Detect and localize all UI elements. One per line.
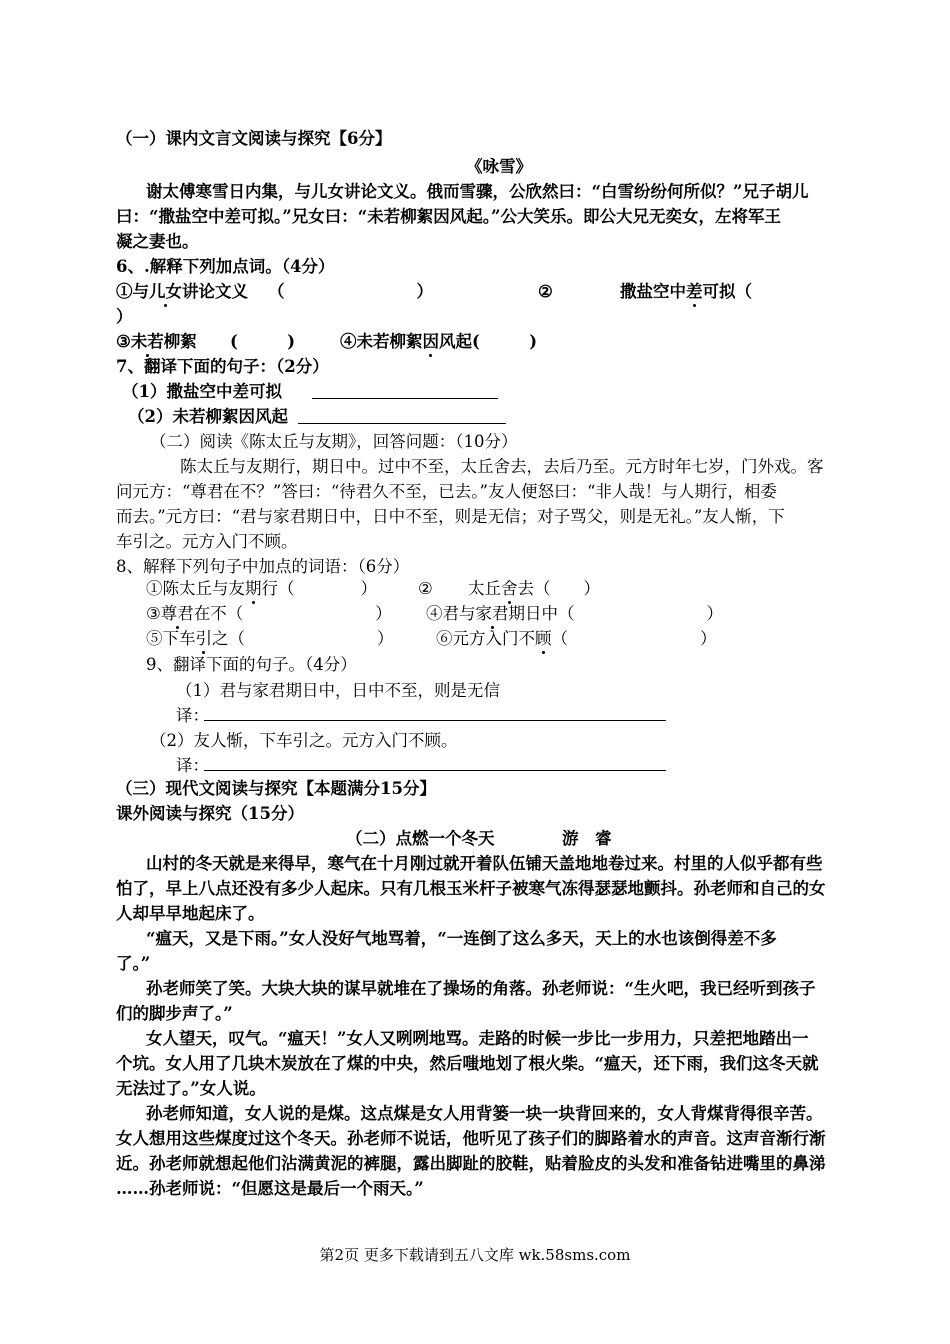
text: 行（ ）	[261, 579, 377, 598]
text: 太丘	[468, 579, 501, 598]
question-8-item-6	[436, 628, 717, 650]
answer-line[interactable]	[204, 704, 666, 721]
question-8-item-4	[426, 603, 723, 625]
question-6-item-2-num: ②	[538, 282, 553, 301]
section-heading: （二）阅读《陈太丘与友期》，回答问题：（10分）	[150, 432, 518, 451]
text: 之（ ）	[212, 629, 394, 648]
passage-line: 而去。”元方曰：“君与家君期日中，日中不至，则是无信；对子骂父，则是无礼。”友人惭，下	[116, 507, 785, 526]
text: 在不（ ）	[193, 604, 392, 623]
answer-paren: ( )	[472, 332, 538, 351]
passage-line: 陈太丘与友期行，期日中。过中不至，太丘舍去，去后乃至。元方时年七岁，门外戏。客	[180, 457, 824, 476]
dotted-word: 未若	[130, 332, 164, 351]
story-author: 游 睿	[562, 829, 612, 848]
question-9-item-2: （2）友人惭，下车引之。元方入门不顾。	[150, 731, 458, 750]
text: ①与	[116, 282, 149, 301]
question-6-item-3	[116, 331, 197, 353]
text: ①陈太丘与友	[146, 579, 245, 598]
story-line: 人却早早地起床了。	[116, 904, 265, 923]
dotted-word: 家君	[475, 604, 509, 623]
story-line: 了。”	[116, 954, 151, 973]
story-line: 个坑。女人用了几块木炭放在了煤的中央，然后嗤地划了根火柴。“瘟天，还下雨，我们这冬天就	[116, 1054, 819, 1073]
question-8-item-1	[146, 578, 377, 600]
story-line: 怕了，早上八点还没有多少人起床。只有几根玉米杆子被寒气冻得瑟瑟地颤抖。孙老师和自己的女	[116, 879, 826, 898]
dotted-word: 因	[422, 332, 439, 351]
story-line: 女人望天，叹气。“瘟天！”女人又咧咧地骂。走路的时候一步比一步用力，只差把地踏出一	[146, 1029, 809, 1048]
text: ③	[146, 604, 161, 623]
answer-paren-close: ）	[116, 307, 133, 326]
dotted-word: 儿女	[149, 282, 182, 301]
dotted-word: 引	[195, 629, 212, 648]
text: 期日中（ ）	[508, 604, 723, 623]
text: 可拟（	[702, 282, 752, 301]
text: （ ）	[551, 629, 717, 648]
text: ④未若柳絮	[340, 332, 423, 351]
text: 撒盐空中	[620, 282, 686, 301]
text: ④君与	[426, 604, 476, 623]
text: 讲论文义	[182, 282, 248, 301]
story-line: 女人想用这些煤度过这个冬天。孙老师不说话，他听见了孩子们的脚路着水的声音。这声音渐行渐	[116, 1129, 826, 1148]
text: 去（ ）	[517, 579, 600, 598]
section-heading: （一）课内文言文阅读与探究【6分】	[116, 129, 392, 148]
passage-line: 问元方：“尊君在不？”答曰：“待君久不至，已去。”友人便怒曰：“非人哉！与人期行，相委	[116, 482, 777, 501]
section-heading: （三）现代文阅读与探究【本题满分15分】	[116, 779, 436, 798]
story-line: 孙老师知道，女人说的是煤。这点煤是女人用背篓一块一块背回来的，女人背煤背得很辛苦。	[146, 1104, 823, 1123]
page-footer: 第2页 更多下载请到五八文库 wk.58sms.com	[319, 1246, 631, 1264]
passage-line: 谢太傅寒雪日内集，与儿女讲论文义。俄而雪骤，公欣然曰：“白雪纷纷何所似？”兄子胡儿	[146, 182, 809, 201]
text: ⑥元方入门不	[436, 629, 535, 648]
passage-line: 车引之。元方入门不顾。	[116, 532, 298, 551]
translate-label: 译：	[176, 756, 209, 775]
text: 风起	[439, 332, 472, 351]
poem-title: 《咏雪》	[466, 157, 532, 176]
question-8-item-3	[146, 603, 392, 625]
story-line: 们的脚步声了。”	[116, 1004, 233, 1023]
text: 柳絮	[163, 332, 197, 351]
story-line: “瘟天，又是下雨。”女人没好气地骂着，“一连倒了这么多天，天上的水也该倒得差不多	[146, 929, 777, 948]
question-8-item-2	[468, 578, 600, 600]
question-9-item-1: （1）君与家君期日中，日中不至，则是无信	[176, 681, 500, 700]
question-7-item-2: （2）未若柳絮因风起	[128, 407, 288, 426]
answer-paren: ( )	[230, 332, 296, 351]
answer-line[interactable]	[204, 754, 666, 771]
dotted-word: 舍	[501, 579, 518, 598]
passage-line: 凝之妻也。	[116, 232, 199, 251]
story-line: 近。孙老师就想起他们沾满黄泥的裤腿，露出脚趾的胶鞋，贴着脸皮的头发和准备钻进嘴里的鼻涕	[116, 1154, 826, 1173]
question-6: 6、.解释下列加点词。（4分）	[116, 257, 335, 276]
story-line: 山村的冬天就是来得早，寒气在十月刚过就开着队伍铺天盖地地卷过来。村里的人似乎都有些	[146, 854, 823, 873]
text: ③	[116, 332, 131, 351]
story-line: 无法过了。”女人说。	[116, 1079, 266, 1098]
question-9: 9、翻译下面的句子。（4分）	[146, 655, 357, 674]
answer-paren: （ ）	[268, 282, 433, 301]
question-7: 7、翻译下面的句子：（2分）	[116, 357, 329, 376]
dotted-word: 顾	[535, 629, 552, 648]
story-line: ……孙老师说：“但愿这是最后一个雨天。”	[116, 1179, 424, 1198]
dotted-word: 期	[245, 579, 262, 598]
dotted-word: 尊君	[160, 604, 194, 623]
story-line: 孙老师笑了笑。大块大块的谋早就堆在了操场的角落。孙老师说：“生火吧，我已经听到孩子	[146, 979, 816, 998]
section-subheading: 课外阅读与探究（15分）	[116, 804, 304, 823]
passage-line: 曰：“撒盐空中差可拟。”兄女曰：“未若柳絮因风起。”公大笑乐。即公大兄无奕女，左将军王	[116, 207, 781, 226]
answer-line[interactable]	[312, 382, 498, 399]
question-7-item-1: （1）撒盐空中差可拟	[122, 382, 282, 401]
question-6-item-1	[116, 281, 248, 303]
question-8-item-5	[146, 628, 394, 650]
question-8: 8、解释下列句子中加点的词语：（6分）	[116, 557, 410, 576]
answer-line[interactable]	[298, 407, 506, 424]
text: ⑤下车	[146, 629, 196, 648]
question-6-item-4	[340, 331, 537, 353]
question-6-item-2	[620, 281, 752, 303]
story-title: （二）点燃一个冬天	[346, 829, 495, 848]
dotted-word: 差	[686, 282, 703, 301]
question-8-item-2-num: ②	[418, 579, 433, 598]
translate-label: 译：	[176, 706, 209, 725]
